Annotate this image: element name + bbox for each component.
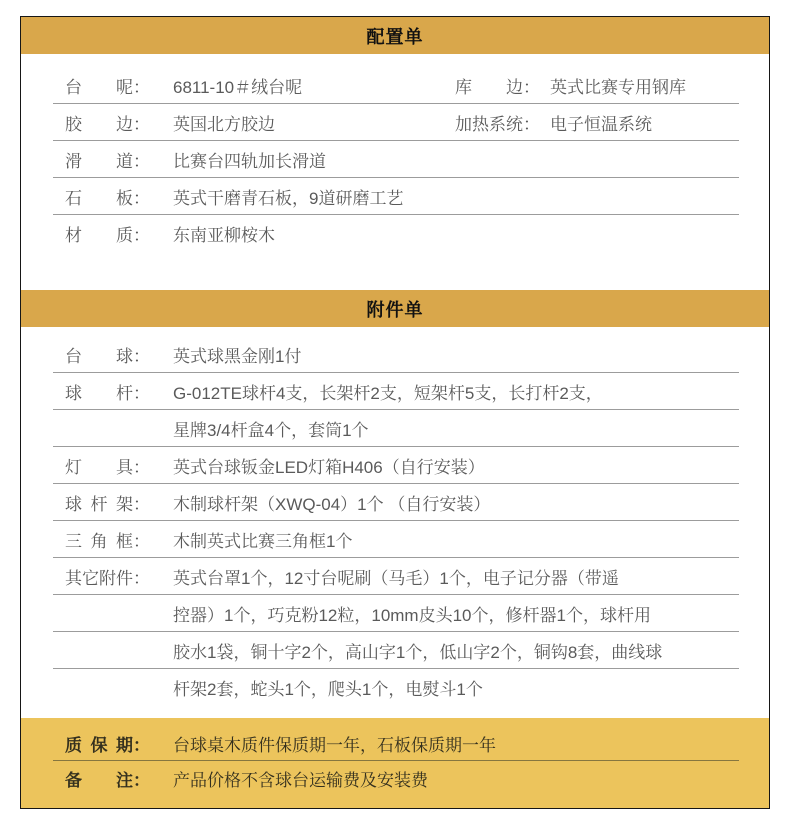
- label-colon: ：: [133, 114, 150, 134]
- accessories-section-title: 附件单: [366, 299, 424, 320]
- spec-label: 胶边: [65, 114, 133, 134]
- spec-sheet-card: [20, 16, 770, 809]
- spec-value: G-012TE球杆4支，长架杆2支，短架杆5支，长打杆2支，: [173, 383, 603, 403]
- spec-value: 英式球黑金刚1付: [173, 346, 302, 366]
- spec-value: 星牌3/4杆盒4个，套筒1个: [173, 420, 369, 440]
- spec-label: 台球: [65, 346, 133, 366]
- footer-notes: [21, 718, 769, 808]
- label-colon: ：: [133, 457, 150, 477]
- spec-label: 球杆架: [65, 494, 133, 514]
- label-colon: ：: [133, 151, 150, 171]
- spec-value: 比赛台四轨加长滑道: [173, 151, 326, 171]
- spec-label: 库边: [455, 77, 523, 97]
- config-section-title: 配置单: [366, 26, 424, 47]
- spec-row-rubber-heating: [53, 104, 739, 141]
- spec-value: 英式台球钣金LED灯箱H406（自行安装）: [173, 457, 485, 477]
- remarks-value: 产品价格不含球台运输费及安装费: [173, 770, 428, 790]
- label-colon: ：: [133, 568, 150, 588]
- spec-label: 三角框: [65, 531, 133, 551]
- spec-row-other-cont-2: [53, 632, 739, 669]
- spec-label: 其它附件: [65, 568, 133, 588]
- spec-value: 英式台罩1个，12寸台呢刷（马毛）1个，电子记分器（带遥: [173, 568, 619, 588]
- warranty-value: 台球桌木质件保质期一年，石板保质期一年: [173, 736, 496, 755]
- spec-row-lamp: [53, 447, 739, 484]
- remarks-row: [53, 761, 739, 795]
- spec-value: 胶水1袋，铜十字2个，高山字1个，低山字2个，铜钩8套，曲线球: [173, 642, 663, 662]
- label-colon: ：: [523, 77, 540, 97]
- label-colon: ：: [133, 346, 150, 366]
- spec-row-other-cont-3: [53, 669, 739, 706]
- label-colon: ：: [133, 736, 150, 755]
- spec-value: 东南亚柳桉木: [173, 226, 275, 245]
- label-colon: ：: [133, 226, 150, 245]
- accessories-section: [21, 327, 769, 718]
- spec-value: 木制球杆架（XWQ-04）1个 （自行安装）: [173, 494, 491, 514]
- spec-label: 石板: [65, 188, 133, 208]
- label-colon: ：: [133, 770, 150, 790]
- spec-value: 6811-10＃绒台呢: [173, 77, 303, 97]
- spec-label: 台呢: [65, 77, 133, 97]
- spec-row-cue-rack: [53, 484, 739, 521]
- warranty-label: 质保期: [65, 736, 133, 755]
- remarks-label: 备注: [65, 770, 133, 790]
- spec-row-slide: [53, 141, 739, 178]
- spec-label: 滑道: [65, 151, 133, 171]
- config-section: [21, 54, 769, 290]
- spec-value: 杆架2套，蛇头1个，爬头1个，电熨斗1个: [173, 680, 483, 699]
- spec-label: 材质: [65, 226, 133, 245]
- spec-label: 球杆: [65, 383, 133, 403]
- label-colon: ：: [133, 494, 150, 514]
- spec-row-balls: [53, 336, 739, 373]
- spec-row-other-cont-1: [53, 595, 739, 632]
- label-colon: ：: [523, 114, 540, 134]
- spec-row-material: [53, 215, 739, 252]
- spec-row-other: [53, 558, 739, 595]
- label-colon: ：: [133, 77, 150, 97]
- label-colon: ：: [133, 531, 150, 551]
- spec-label: 加热系统: [455, 114, 523, 134]
- spec-value: 电子恒温系统: [550, 114, 652, 134]
- spec-row-cues-cont: [53, 410, 739, 447]
- config-section-banner: [21, 17, 769, 54]
- spec-row-triangle: [53, 521, 739, 558]
- warranty-row: [53, 727, 739, 761]
- spec-value: 英式比赛专用钢库: [550, 77, 686, 97]
- spec-row-slate: [53, 178, 739, 215]
- label-colon: ：: [133, 188, 150, 208]
- spec-value: 英式干磨青石板，9道研磨工艺: [173, 188, 404, 208]
- spec-value: 英国北方胶边: [173, 114, 275, 134]
- spec-value: 控器）1个，巧克粉12粒，10mm皮头10个，修杆器1个，球杆用: [173, 605, 651, 625]
- label-colon: ：: [133, 383, 150, 403]
- accessories-section-banner: [21, 290, 769, 327]
- spec-value: 木制英式比赛三角框1个: [173, 531, 353, 551]
- spec-row-cloth-cushion: [53, 67, 739, 104]
- spec-label: 灯具: [65, 457, 133, 477]
- spec-row-cues: [53, 373, 739, 410]
